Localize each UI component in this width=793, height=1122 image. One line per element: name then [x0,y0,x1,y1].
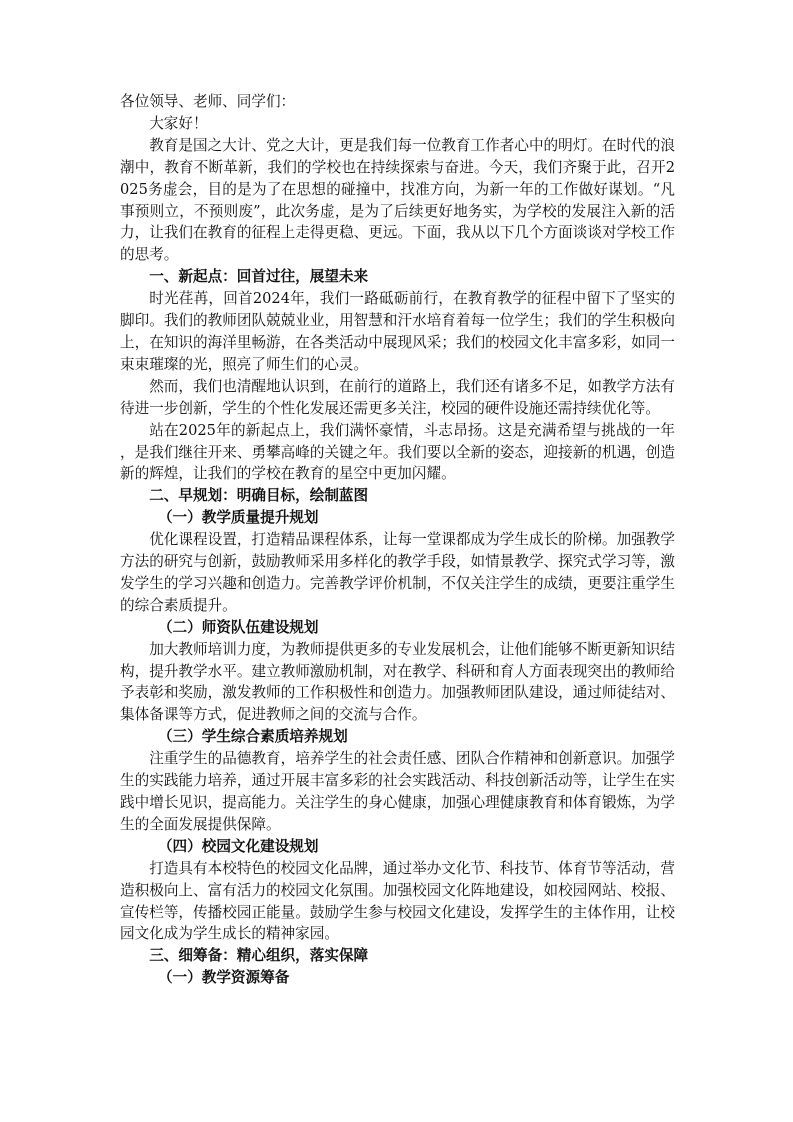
salutation: 各位领导、老师、同学们： [120,93,296,110]
intro-paragraph: 教育是国之大计、党之大计，更是我们每一位教育工作者心中的明灯。在时代的浪潮中，教育不断革新，我们的学校也在持续探索与奋进。今天，我们齐聚于此，召开2025务虚会，目的是为了在思想的碰撞中，找准方向，为新一年的工作做好谋划。“凡事预则立，不预则废”，此次务虚，是为了后续更好地务实，为学校的发展注入新的活力，让我们在教育的征程上走得更稳、更远。下面，我从以下几个方面谈谈对学校工作的思考。 [120,136,675,264]
section-1-paragraph-2: 然而，我们也清醒地认识到，在前行的道路上，我们还有诸多不足，如教学方法有待进一步创新，学生的个性化发展还需更多关注，校园的硬件设施还需持续优化等。 [120,377,675,417]
section-2-sub-1-paragraph: 优化课程设置，打造精品课程体系，让每一堂课都成为学生成长的阶梯。加强教学方法的研究与创新，鼓励教师采用多样化的教学手段，如情景教学、探究式学习等，激发学生的学习兴趣和创造力。完善教学评价机制，不仅关注学生的成绩，更要注重学生的综合素质提升。 [120,531,675,614]
section-2-sub-4-heading: （四）校园文化建设规划 [157,837,319,855]
section-2-heading: 二、早规划：明确目标，绘制蓝图 [149,487,369,505]
section-3-sub-1-heading: （一）教学资源筹备 [157,969,290,987]
document-body [120,91,675,989]
section-2-sub-3-heading: （三）学生综合素质培养规划 [157,728,348,746]
section-2-sub-1-heading: （一）教学质量提升规划 [157,509,319,527]
section-2-sub-3-paragraph: 注重学生的品德教育，培养学生的社会责任感、团队合作精神和创新意识。加强学生的实践能力培养，通过开展丰富多彩的社会实践活动、科技创新活动等，让学生在实践中增长见识，提高能力。关注学生的身心健康，加强心理健康教育和体育锻炼，为学生的全面发展提供保障。 [120,750,675,833]
section-3-heading: 三、细筹备：精心组织，落实保障 [149,947,369,965]
section-1-paragraph-3: 站在2025年的新起点上，我们满怀豪情，斗志昂扬。这是充满希望与挑战的一年，是我们继往开来、勇攀高峰的关键之年。我们要以全新的姿态，迎接新的机遇，创造新的辉煌，让我们的学校在教育的星空中更加闪耀。 [120,421,675,483]
section-1-paragraph-1: 时光荏苒，回首2024年，我们一路砥砺前行，在教育教学的征程中留下了坚实的脚印。我们的教师团队兢兢业业，用智慧和汗水培育着每一位学生；我们的学生积极向上，在知识的海洋里畅游，在各类活动中展现风采；我们的校园文化丰富多彩，如同一束束璀璨的光，照亮了师生们的心灵。 [120,290,675,373]
greeting: 大家好！ [149,114,208,132]
section-1-heading: 一、新起点：回首过往，展望未来 [149,268,369,286]
section-2-sub-2-heading: （二）师资队伍建设规划 [157,618,319,636]
section-2-sub-4-paragraph: 打造具有本校特色的校园文化品牌，通过举办文化节、科技节、体育节等活动，营造积极向上、富有活力的校园文化氛围。加强校园文化阵地建设，如校园网站、校报、宣传栏等，传播校园正能量。鼓励学生参与校园文化建设，发挥学生的主体作用，让校园文化成为学生成长的精神家园。 [120,859,675,943]
section-2-sub-2-paragraph: 加大教师培训力度，为教师提供更多的专业发展机会，让他们能够不断更新知识结构，提升教学水平。建立教师激励机制，对在教学、科研和育人方面表现突出的教师给予表彰和奖励，激发教师的工作积极性和创造力。加强教师团队建设，通过师徒结对、集体备课等方式，促进教师之间的交流与合作。 [120,640,675,724]
